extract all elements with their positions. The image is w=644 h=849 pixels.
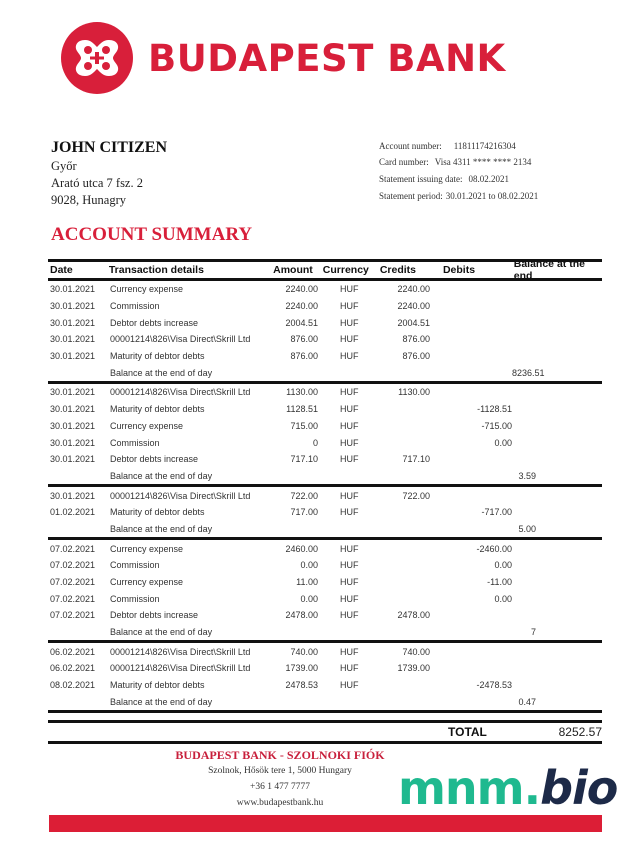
footer-red-bar [49, 815, 602, 832]
header-amount: Amount [273, 264, 313, 276]
cell-details: Currency expense [110, 420, 184, 431]
cell-details: 00001214\826\Visa Direct\Skrill Ltd [110, 663, 251, 674]
cell-amount: 2478.00 [285, 610, 318, 621]
customer-block [51, 138, 167, 209]
cell-amount: 715.00 [290, 420, 318, 431]
cell-currency: HUF [340, 334, 359, 345]
table-row [48, 384, 602, 401]
cell-debits: 0.00 [494, 560, 512, 571]
cell-details: Commission [110, 593, 160, 604]
cell-currency: HUF [340, 454, 359, 465]
table-row [48, 401, 602, 418]
total-label: TOTAL [448, 725, 487, 740]
balance-row [48, 521, 602, 538]
table-row [48, 504, 602, 521]
cell-debits: -1128.51 [477, 404, 512, 415]
table-row [48, 331, 602, 348]
cell-credits: 722.00 [402, 490, 430, 501]
cell-amount: 2004.51 [285, 317, 318, 328]
footer-address: Szolnok, Hősök tere 1, 5000 Hungary [208, 766, 352, 776]
cell-credits: 2004.51 [397, 317, 430, 328]
cell-currency: HUF [340, 577, 359, 588]
cell-details: Commission [110, 437, 160, 448]
cell-amount: 0.00 [300, 593, 318, 604]
cell-amount: 717.10 [290, 454, 318, 465]
footer-website[interactable]: www.budapestbank.hu [236, 798, 324, 808]
transaction-group [48, 281, 602, 384]
table-row [48, 643, 602, 660]
cell-details: 00001214\826\Visa Direct\Skrill Ltd [110, 387, 251, 398]
card-number-row [379, 155, 538, 172]
cell-credits: 876.00 [402, 334, 430, 345]
cell-currency: HUF [340, 610, 359, 621]
statement-period-label: Statement period: [379, 190, 443, 201]
cell-amount: 1128.51 [286, 404, 318, 415]
table-header [48, 259, 602, 281]
cell-date: 07.02.2021 [50, 593, 96, 604]
balance-value: 5.00 [518, 523, 536, 534]
cell-debits: -717.00 [481, 507, 512, 518]
cell-date: 30.01.2021 [50, 317, 96, 328]
table-row [48, 574, 602, 591]
cell-details: Maturity of debtor debts [110, 351, 205, 362]
customer-city: Győr [51, 159, 77, 173]
cell-date: 30.01.2021 [50, 490, 96, 501]
cell-amount: 1739.00 [285, 663, 318, 674]
transaction-group [48, 487, 602, 540]
balance-value: 7 [530, 627, 536, 638]
cell-date: 08.02.2021 [50, 680, 96, 691]
table-row [48, 487, 602, 504]
table-row [48, 451, 602, 468]
cell-debits: -11.00 [487, 577, 512, 588]
card-number-value: Visa 4311 **** **** 2134 [434, 157, 532, 168]
cell-details: Debtor debts increase [110, 610, 199, 621]
cell-debits: -715.00 [481, 420, 512, 431]
footer-branch: BUDAPEST BANK - SZOLNOKI FIÓK [175, 748, 385, 762]
table-row [48, 314, 602, 331]
header-balance: Balance at the end [513, 258, 585, 282]
footer-phone: +36 1 477 7777 [250, 782, 310, 792]
cell-date: 06.02.2021 [50, 646, 96, 657]
cell-amount: 2460.00 [285, 543, 318, 554]
transaction-group [48, 643, 602, 713]
cell-currency: HUF [340, 437, 359, 448]
cell-debits: 0.00 [494, 437, 512, 448]
cell-date: 30.01.2021 [50, 387, 96, 398]
cell-amount: 0.00 [300, 560, 318, 571]
cell-credits: 1739.00 [397, 663, 430, 674]
issuing-date-row [379, 171, 538, 188]
table-row [48, 348, 602, 365]
cell-credits: 1130.00 [398, 387, 430, 398]
table-row [48, 660, 602, 677]
account-number-value: 11811174216304 [453, 140, 516, 151]
cell-details: Debtor debts increase [110, 454, 199, 465]
table-row [48, 434, 602, 451]
balance-value: 3.59 [518, 470, 536, 481]
table-row [48, 677, 602, 694]
bank-name: BUDAPEST BANK [148, 36, 506, 80]
balance-label: Balance at the end of day [110, 523, 213, 534]
cell-details: Commission [110, 301, 160, 312]
cell-details: Debtor debts increase [110, 317, 199, 328]
balance-value: 8236.51 [512, 367, 545, 378]
cell-credits: 876.00 [402, 351, 430, 362]
cell-date: 30.01.2021 [50, 437, 96, 448]
cell-date: 07.02.2021 [50, 560, 96, 571]
cell-date: 30.01.2021 [50, 454, 96, 465]
cell-details: Currency expense [110, 543, 184, 554]
cell-date: 01.02.2021 [50, 507, 96, 518]
balance-label: Balance at the end of day [110, 696, 213, 707]
cell-date: 30.01.2021 [50, 284, 96, 295]
customer-name: JOHN CITIZEN [51, 139, 168, 156]
cell-currency: HUF [340, 507, 359, 518]
customer-street: Arató utca 7 fsz. 2 [51, 176, 143, 190]
cell-credits: 740.00 [402, 646, 430, 657]
header-debits: Debits [442, 264, 476, 276]
transaction-group [48, 384, 602, 487]
header-date: Date [50, 264, 73, 276]
cell-date: 07.02.2021 [50, 577, 96, 588]
table-row [48, 298, 602, 315]
cell-details: Currency expense [110, 284, 184, 295]
cell-date: 30.01.2021 [50, 301, 96, 312]
bank-logo [61, 22, 506, 94]
cell-date: 07.02.2021 [50, 543, 96, 554]
cell-details: Maturity of debtor debts [110, 680, 205, 691]
issuing-date-label: Statement issuing date: [379, 173, 463, 184]
total-row [48, 720, 602, 744]
table-row [48, 540, 602, 557]
account-number-label: Account number: [379, 140, 442, 151]
transactions-table [48, 259, 602, 744]
table-row [48, 607, 602, 624]
balance-label: Balance at the end of day [110, 627, 213, 638]
cell-details: Maturity of debtor debts [110, 404, 205, 415]
balance-row [48, 624, 602, 641]
watermark [398, 761, 617, 815]
balance-row [48, 694, 602, 711]
cell-currency: HUF [340, 646, 359, 657]
table-row [48, 590, 602, 607]
cell-debits: 0.00 [494, 593, 512, 604]
cell-details: Maturity of debtor debts [110, 507, 205, 518]
cell-details: Commission [110, 560, 160, 571]
cell-amount: 0 [312, 437, 318, 448]
cell-date: 30.01.2021 [50, 334, 96, 345]
balance-label: Balance at the end of day [110, 367, 213, 378]
transaction-groups [48, 281, 602, 713]
balance-label: Balance at the end of day [110, 470, 213, 481]
cell-currency: HUF [340, 284, 359, 295]
cell-date: 07.02.2021 [50, 610, 96, 621]
cell-details: 00001214\826\Visa Direct\Skrill Ltd [110, 646, 251, 657]
balance-value: 0.47 [518, 696, 536, 707]
cell-debits: -2478.53 [476, 680, 512, 691]
account-summary-title: ACCOUNT SUMMARY [51, 224, 253, 245]
cell-credits: 2478.00 [397, 610, 430, 621]
table-row [48, 557, 602, 574]
cell-amount: 876.00 [290, 334, 318, 345]
header-credits: Credits [379, 264, 416, 276]
table-row [48, 418, 602, 435]
cell-date: 30.01.2021 [50, 351, 96, 362]
cell-amount: 11.00 [296, 577, 318, 588]
cell-details: Currency expense [110, 577, 184, 588]
cell-currency: HUF [340, 387, 359, 398]
watermark-part1: mnm. [398, 761, 541, 815]
header-details: Transaction details [108, 264, 204, 276]
cell-date: 30.01.2021 [50, 420, 96, 431]
cell-details: 00001214\826\Visa Direct\Skrill Ltd [110, 334, 251, 345]
cell-currency: HUF [340, 301, 359, 312]
statement-period-row [379, 188, 538, 205]
account-number-row [379, 138, 538, 155]
cell-currency: HUF [340, 317, 359, 328]
cell-currency: HUF [340, 420, 359, 431]
table-row [48, 281, 602, 298]
issuing-date-value: 08.02.2021 [468, 173, 509, 184]
watermark-part2: bio [540, 761, 618, 815]
cell-amount: 876.00 [290, 351, 318, 362]
total-value: 8252.57 [558, 725, 602, 740]
account-info-block [379, 138, 538, 205]
cell-credits: 717.10 [402, 454, 430, 465]
balance-row [48, 364, 602, 381]
cell-currency: HUF [340, 351, 359, 362]
cell-currency: HUF [340, 593, 359, 604]
transaction-group [48, 540, 602, 643]
cell-currency: HUF [340, 543, 359, 554]
cell-currency: HUF [340, 560, 359, 571]
cell-debits: -2460.00 [476, 543, 512, 554]
cell-currency: HUF [340, 490, 359, 501]
cell-currency: HUF [340, 680, 359, 691]
customer-postal: 9028, Hunagry [51, 193, 126, 207]
cell-currency: HUF [340, 404, 359, 415]
cell-amount: 1130.00 [286, 387, 318, 398]
cell-amount: 2240.00 [285, 284, 318, 295]
cell-currency: HUF [340, 663, 359, 674]
cell-credits: 2240.00 [397, 284, 430, 295]
cell-credits: 2240.00 [397, 301, 430, 312]
cell-date: 06.02.2021 [50, 663, 96, 674]
card-number-label: Card number: [379, 157, 429, 168]
cell-date: 30.01.2021 [50, 404, 96, 415]
cell-details: 00001214\826\Visa Direct\Skrill Ltd [110, 490, 251, 501]
cell-amount: 2240.00 [285, 301, 318, 312]
cell-amount: 740.00 [290, 646, 318, 657]
cell-amount: 717.00 [290, 507, 318, 518]
cell-amount: 2478.53 [285, 680, 318, 691]
header-currency: Currency [322, 264, 369, 276]
statement-period-value: 30.01.2021 to 08.02.2021 [445, 190, 539, 201]
budapest-bank-logo-icon [61, 22, 133, 94]
balance-row [48, 468, 602, 485]
cell-amount: 722.00 [290, 490, 318, 501]
